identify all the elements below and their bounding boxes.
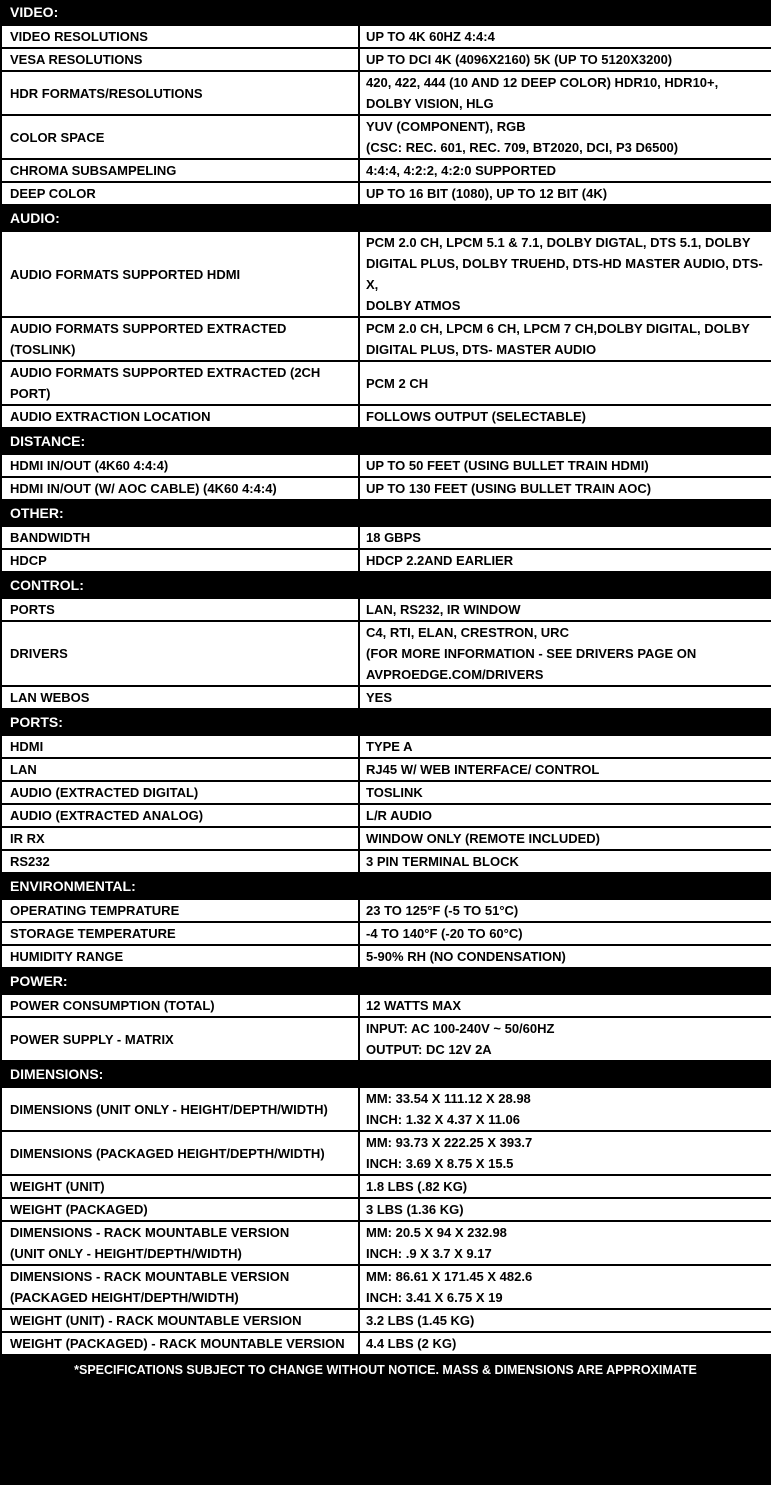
spec-value: UP TO 130 FEET (USING BULLET TRAIN AOC): [359, 477, 771, 500]
spec-label: AUDIO (EXTRACTED DIGITAL): [1, 781, 359, 804]
spec-value: 4:4:4, 4:2:2, 4:2:0 SUPPORTED: [359, 159, 771, 182]
spec-value: INPUT: AC 100-240V ~ 50/60HZ OUTPUT: DC 12V 2A: [359, 1017, 771, 1061]
section-header: CONTROL:: [0, 573, 771, 597]
spec-row: [1, 549, 771, 572]
spec-value: FOLLOWS OUTPUT (SELECTABLE): [359, 405, 771, 428]
spec-value: 3 LBS (1.36 KG): [359, 1198, 771, 1221]
spec-label: DEEP COLOR: [1, 182, 359, 205]
section-header: POWER:: [0, 969, 771, 993]
spec-value: 3 PIN TERMINAL BLOCK: [359, 850, 771, 873]
spec-value: C4, RTI, ELAN, CRESTRON, URC (FOR MORE INFORMATION - SEE DRIVERS PAGE ON AVPROEDGE.COM/DRIVERS: [359, 621, 771, 686]
spec-label: CHROMA SUBSAMPELING: [1, 159, 359, 182]
spec-label: DIMENSIONS (UNIT ONLY - HEIGHT/DEPTH/WIDTH): [1, 1087, 359, 1131]
spec-value: PCM 2 CH: [359, 361, 771, 405]
spec-label: DIMENSIONS - RACK MOUNTABLE VERSION (PACKAGED HEIGHT/DEPTH/WIDTH): [1, 1265, 359, 1309]
spec-label: AUDIO FORMATS SUPPORTED EXTRACTED (2CH PORT): [1, 361, 359, 405]
spec-value: RJ45 W/ WEB INTERFACE/ CONTROL: [359, 758, 771, 781]
spec-row: [1, 598, 771, 621]
section-header: DIMENSIONS:: [0, 1062, 771, 1086]
spec-value: MM: 33.54 X 111.12 X 28.98 INCH: 1.32 X 4.37 X 11.06: [359, 1087, 771, 1131]
spec-value: HDCP 2.2AND EARLIER: [359, 549, 771, 572]
spec-row: [1, 827, 771, 850]
spec-label: WEIGHT (PACKAGED): [1, 1198, 359, 1221]
spec-row: [1, 1309, 771, 1332]
spec-table: [0, 734, 771, 874]
spec-label: RS232: [1, 850, 359, 873]
spec-row: [1, 115, 771, 159]
spec-value: YUV (COMPONENT), RGB (CSC: REC. 601, REC. 709, BT2020, DCI, P3 D6500): [359, 115, 771, 159]
spec-value: 5-90% RH (NO CONDENSATION): [359, 945, 771, 968]
spec-label: AUDIO (EXTRACTED ANALOG): [1, 804, 359, 827]
spec-row: [1, 1221, 771, 1265]
spec-row: [1, 1332, 771, 1355]
section-header: OTHER:: [0, 501, 771, 525]
spec-value: 420, 422, 444 (10 AND 12 DEEP COLOR) HDR10, HDR10+, DOLBY VISION, HLG: [359, 71, 771, 115]
section-header: PORTS:: [0, 710, 771, 734]
spec-row: [1, 1017, 771, 1061]
spec-value: MM: 93.73 X 222.25 X 393.7 INCH: 3.69 X 8.75 X 15.5: [359, 1131, 771, 1175]
spec-row: [1, 994, 771, 1017]
spec-table: [0, 525, 771, 573]
spec-row: [1, 621, 771, 686]
spec-label: BANDWIDTH: [1, 526, 359, 549]
spec-row: [1, 1265, 771, 1309]
spec-row: [1, 405, 771, 428]
section-header: VIDEO:: [0, 0, 771, 24]
spec-label: HDCP: [1, 549, 359, 572]
spec-row: [1, 945, 771, 968]
spec-row: [1, 159, 771, 182]
spec-value: 12 WATTS MAX: [359, 994, 771, 1017]
spec-row: [1, 781, 771, 804]
spec-value: YES: [359, 686, 771, 709]
spec-label: VIDEO RESOLUTIONS: [1, 25, 359, 48]
spec-row: [1, 477, 771, 500]
spec-value: TYPE A: [359, 735, 771, 758]
spec-row: [1, 899, 771, 922]
spec-label: STORAGE TEMPERATURE: [1, 922, 359, 945]
spec-row: [1, 1131, 771, 1175]
spec-label: HDMI: [1, 735, 359, 758]
spec-label: LAN WEBOS: [1, 686, 359, 709]
spec-row: [1, 526, 771, 549]
spec-label: AUDIO FORMATS SUPPORTED HDMI: [1, 231, 359, 317]
spec-value: WINDOW ONLY (REMOTE INCLUDED): [359, 827, 771, 850]
spec-value: 4.4 LBS (2 KG): [359, 1332, 771, 1355]
spec-label: OPERATING TEMPRATURE: [1, 899, 359, 922]
spec-row: [1, 71, 771, 115]
spec-row: [1, 317, 771, 361]
spec-label: LAN: [1, 758, 359, 781]
spec-label: DIMENSIONS - RACK MOUNTABLE VERSION (UNIT ONLY - HEIGHT/DEPTH/WIDTH): [1, 1221, 359, 1265]
spec-row: [1, 231, 771, 317]
spec-label: WEIGHT (UNIT): [1, 1175, 359, 1198]
spec-row: [1, 758, 771, 781]
spec-value: 23 TO 125°F (-5 TO 51°C): [359, 899, 771, 922]
spec-row: [1, 48, 771, 71]
spec-value: PCM 2.0 CH, LPCM 6 CH, LPCM 7 CH,DOLBY DIGITAL, DOLBY DIGITAL PLUS, DTS- MASTER AUDIO: [359, 317, 771, 361]
spec-value: LAN, RS232, IR WINDOW: [359, 598, 771, 621]
spec-row: [1, 686, 771, 709]
spec-table: [0, 1086, 771, 1356]
spec-table: [0, 993, 771, 1062]
spec-row: [1, 735, 771, 758]
spec-label: DRIVERS: [1, 621, 359, 686]
spec-value: PCM 2.0 CH, LPCM 5.1 & 7.1, DOLBY DIGTAL, DTS 5.1, DOLBY DIGITAL PLUS, DOLBY TRUEHD, DTS-HD MASTER AUDIO, DTS-X, DOLBY ATMOS: [359, 231, 771, 317]
spec-table: [0, 24, 771, 206]
spec-label: IR RX: [1, 827, 359, 850]
spec-label: HUMIDITY RANGE: [1, 945, 359, 968]
spec-row: [1, 850, 771, 873]
spec-label: POWER SUPPLY - MATRIX: [1, 1017, 359, 1061]
spec-table: [0, 453, 771, 501]
spec-label: WEIGHT (UNIT) - RACK MOUNTABLE VERSION: [1, 1309, 359, 1332]
spec-table: [0, 597, 771, 710]
spec-table: [0, 230, 771, 429]
spec-label: DIMENSIONS (PACKAGED HEIGHT/DEPTH/WIDTH): [1, 1131, 359, 1175]
section-header: ENVIRONMENTAL:: [0, 874, 771, 898]
spec-row: [1, 1198, 771, 1221]
spec-label: AUDIO EXTRACTION LOCATION: [1, 405, 359, 428]
spec-label: HDMI IN/OUT (4K60 4:4:4): [1, 454, 359, 477]
spec-label: HDMI IN/OUT (W/ AOC CABLE) (4K60 4:4:4): [1, 477, 359, 500]
section-header: AUDIO:: [0, 206, 771, 230]
spec-table: [0, 898, 771, 969]
spec-row: [1, 922, 771, 945]
spec-value: 1.8 LBS (.82 KG): [359, 1175, 771, 1198]
spec-label: WEIGHT (PACKAGED) - RACK MOUNTABLE VERSION: [1, 1332, 359, 1355]
spec-row: [1, 182, 771, 205]
spec-value: TOSLINK: [359, 781, 771, 804]
spec-label: COLOR SPACE: [1, 115, 359, 159]
spec-value: 3.2 LBS (1.45 KG): [359, 1309, 771, 1332]
spec-row: [1, 361, 771, 405]
spec-label: VESA RESOLUTIONS: [1, 48, 359, 71]
spec-row: [1, 454, 771, 477]
footer-disclaimer: *SPECIFICATIONS SUBJECT TO CHANGE WITHOUT NOTICE. MASS & DIMENSIONS ARE APPROXIMATE: [74, 1363, 697, 1377]
spec-value: UP TO 50 FEET (USING BULLET TRAIN HDMI): [359, 454, 771, 477]
spec-value: -4 TO 140°F (-20 TO 60°C): [359, 922, 771, 945]
spec-value: UP TO 16 BIT (1080), UP TO 12 BIT (4K): [359, 182, 771, 205]
spec-value: 18 GBPS: [359, 526, 771, 549]
spec-label: HDR FORMATS/RESOLUTIONS: [1, 71, 359, 115]
spec-row: [1, 1087, 771, 1131]
spec-label: AUDIO FORMATS SUPPORTED EXTRACTED (TOSLINK): [1, 317, 359, 361]
spec-label: POWER CONSUMPTION (TOTAL): [1, 994, 359, 1017]
spec-row: [1, 804, 771, 827]
spec-value: MM: 86.61 X 171.45 X 482.6 INCH: 3.41 X 6.75 X 19: [359, 1265, 771, 1309]
spec-value: MM: 20.5 X 94 X 232.98 INCH: .9 X 3.7 X 9.17: [359, 1221, 771, 1265]
spec-value: UP TO 4K 60HZ 4:4:4: [359, 25, 771, 48]
spec-row: [1, 25, 771, 48]
section-header: DISTANCE:: [0, 429, 771, 453]
spec-value: UP TO DCI 4K (4096X2160) 5K (UP TO 5120X3200): [359, 48, 771, 71]
spec-label: PORTS: [1, 598, 359, 621]
spec-row: [1, 1175, 771, 1198]
spec-value: L/R AUDIO: [359, 804, 771, 827]
